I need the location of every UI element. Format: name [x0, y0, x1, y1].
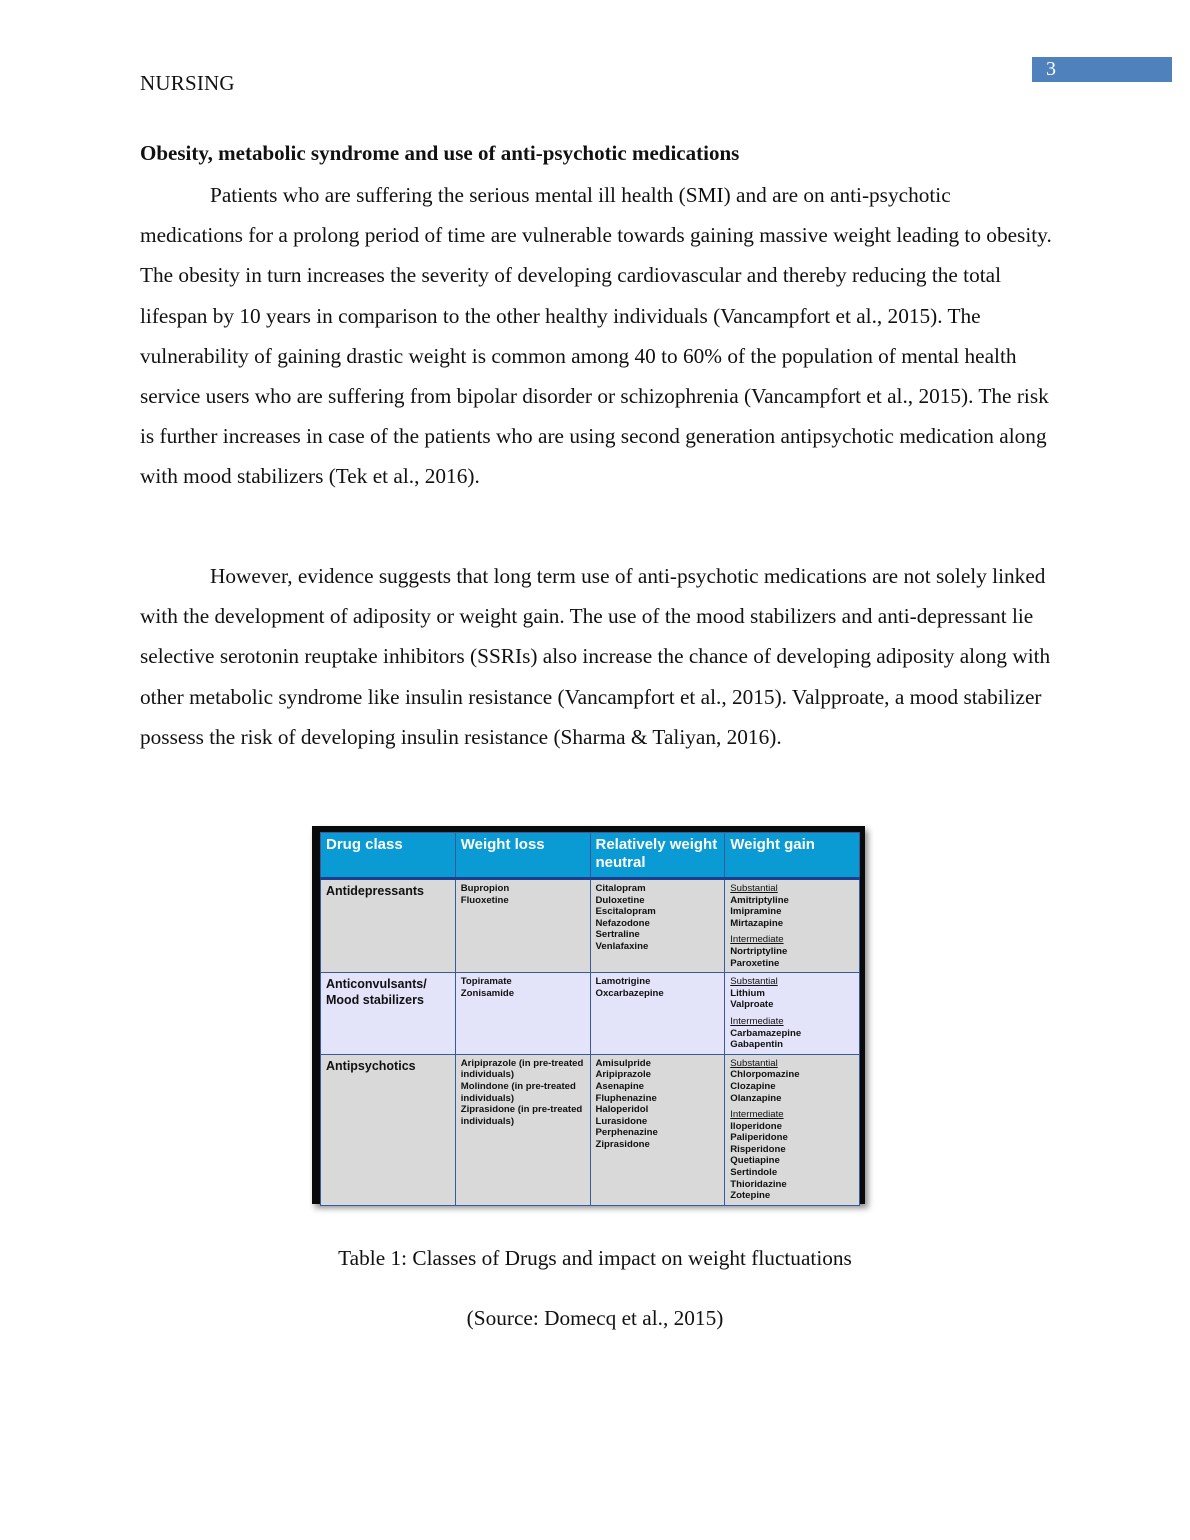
- intermediate-list: Carbamazepine Gabapentin: [730, 1027, 802, 1051]
- running-head: NURSING: [140, 71, 235, 95]
- weight-neutral-cell: Citalopram Duloxetine Escitalopram Nefazodone Sertraline Venlafaxine: [590, 879, 725, 973]
- substantial-list: Lithium Valproate: [730, 987, 774, 1011]
- drug-weight-table: [320, 832, 860, 1206]
- substantial-label: Substantial: [730, 1057, 778, 1069]
- substantial-list: Amitriptyline Imipramine Mirtazapine: [730, 894, 789, 929]
- substantial-list: Chlorpomazine Clozapine Olanzapine: [730, 1069, 800, 1104]
- intermediate-list: Iloperidone Paliperidone Risperidone Quetiapine Sertindole Thioridazine Zotepine: [730, 1120, 788, 1202]
- table-row: [321, 1054, 860, 1205]
- weight-neutral-cell: Lamotrigine Oxcarbazepine: [590, 973, 725, 1055]
- table-caption: Table 1: Classes of Drugs and impact on weight fluctuations: [338, 1246, 852, 1270]
- intermediate-label: Intermediate: [730, 1109, 784, 1121]
- page-number: 3: [1032, 57, 1172, 82]
- drug-class-cell: Antipsychotics: [321, 1054, 456, 1205]
- header-weight-neutral: Relatively weight neutral: [590, 833, 725, 879]
- intermediate-label: Intermediate: [730, 934, 784, 946]
- weight-loss-cell: Bupropion Fluoxetine: [455, 879, 590, 973]
- drug-class-cell: Antidepressants: [321, 879, 456, 973]
- weight-loss-cell: Aripiprazole (in pre-treated individuals) Molindone (in pre-treated individuals) Ziprasidone (in pre-treated individuals): [455, 1054, 590, 1205]
- drug-table-figure: [312, 826, 865, 1204]
- header-weight-loss: Weight loss: [455, 833, 590, 879]
- weight-gain-cell: [725, 1054, 860, 1205]
- weight-gain-cell: [725, 973, 860, 1055]
- table-source: (Source: Domecq et al., 2015): [466, 1306, 724, 1330]
- intermediate-list: Nortriptyline Paroxetine: [730, 945, 788, 969]
- weight-gain-cell: [725, 879, 860, 973]
- section-title: Obesity, metabolic syndrome and use of anti-psychotic medications: [140, 141, 740, 165]
- table-header-row: [321, 833, 860, 879]
- intermediate-label: Intermediate: [730, 1015, 784, 1027]
- table-row: [321, 879, 860, 973]
- weight-loss-cell: Topiramate Zonisamide: [455, 973, 590, 1055]
- body-paragraph: Patients who are suffering the serious mental ill health (SMI) and are on anti-psychotic medications for a prolong period of time are vulnerable towards gaining massive weight leading to obesity. The obesity in turn increases the severity of developing cardiovascular and thereby reducing the total lifespan by 10 years in comparison to the other healthy individuals (Vancampfort et al., 2015). The vulnerability of gaining drastic weight is common among 40 to 60% of the population of mental health service users who are suffering from bipolar disorder or schizophrenia (Vancampfort et al., 2015). The risk is further increases in case of the patients who are using second generation antipsychotic medication along with mood stabilizers (Tek et al., 2016).: [140, 183, 1052, 489]
- body-paragraph: However, evidence suggests that long term use of anti-psychotic medications are not solely linked with the development of adiposity or weight gain. The use of the mood stabilizers and anti-depressant lie selective serotonin reuptake inhibitors (SSRIs) also increase the chance of developing adiposity along with other metabolic syndrome like insulin resistance (Vancampfort et al., 2015). Valpproate, a mood stabilizer possess the risk of developing insulin resistance (Sharma & Taliyan, 2016).: [140, 564, 1051, 749]
- weight-neutral-cell: Amisulpride Aripiprazole Asenapine Fluphenazine Haloperidol Lurasidone Perphenazine Ziprasidone: [590, 1054, 725, 1205]
- drug-class-cell: Anticonvulsants/ Mood stabilizers: [321, 973, 456, 1055]
- substantial-label: Substantial: [730, 976, 778, 988]
- header-drug-class: Drug class: [321, 833, 456, 879]
- substantial-label: Substantial: [730, 883, 778, 894]
- header-weight-gain: Weight gain: [725, 833, 860, 879]
- table-row: [321, 973, 860, 1055]
